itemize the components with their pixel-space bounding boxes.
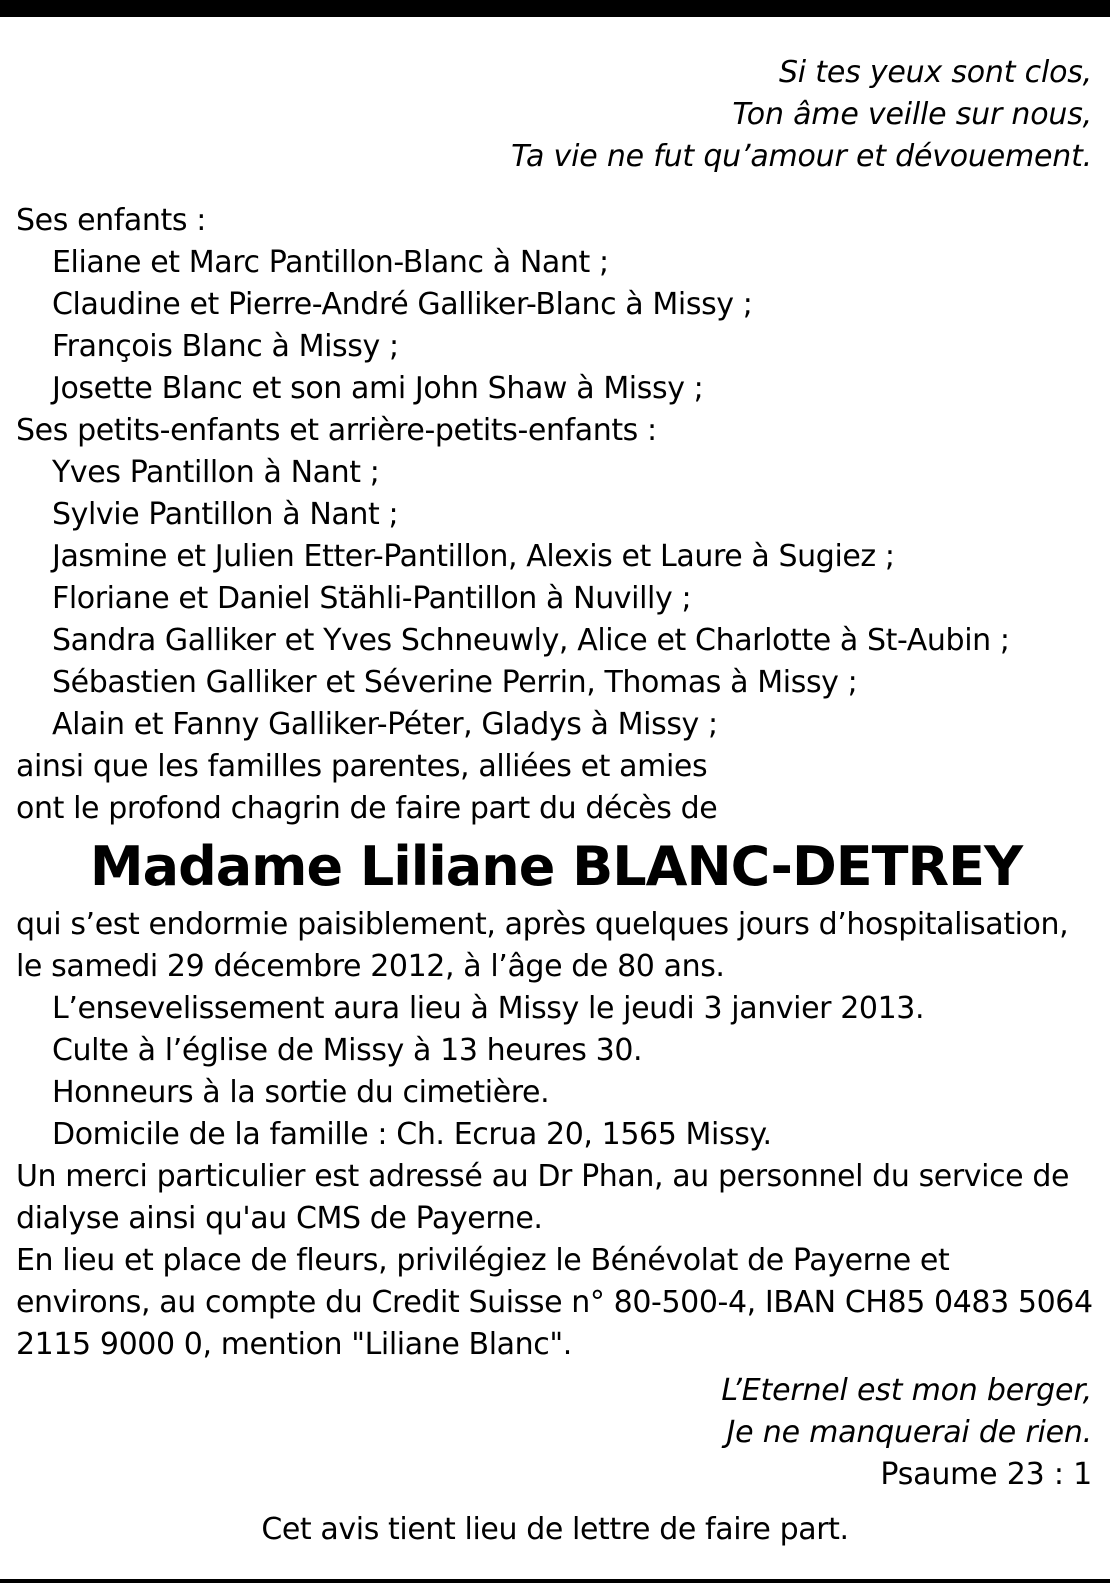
death-info-line: qui s’est endormie paisiblement, après quelques jours d’hospitalisation, [16, 907, 1069, 942]
poem-line: Si tes yeux sont clos, [778, 55, 1092, 90]
funeral-detail: Domicile de la famille : Ch. Ecrua 20, 1565 Missy. [52, 1117, 772, 1152]
funeral-detail: Culte à l’église de Missy à 13 heures 30. [52, 1033, 643, 1068]
grandchild-item: Yves Pantillon à Nant ; [52, 455, 380, 490]
grandchild-item: Sébastien Galliker et Séverine Perrin, Thomas à Missy ; [52, 665, 858, 700]
grandchild-item: Sandra Galliker et Yves Schneuwly, Alice et Charlotte à St-Aubin ; [52, 623, 1010, 658]
announcement-body [16, 200, 1096, 1366]
child-item: Josette Blanc et son ami John Shaw à Missy ; [52, 371, 704, 406]
funeral-detail: L’ensevelissement aura lieu à Missy le jeudi 3 janvier 2013. [52, 991, 925, 1026]
poem-line: Ton âme veille sur nous, [732, 97, 1092, 132]
thanks-line: Un merci particulier est adressé au Dr Phan, au personnel du service de [16, 1159, 1070, 1194]
flowers-line: environs, au compte du Credit Suisse n° 80-500-4, IBAN CH85 0483 5064 [16, 1285, 1093, 1320]
poem-line: Ta vie ne fut qu’amour et dévouement. [511, 139, 1092, 174]
grandchildren-heading: Ses petits-enfants et arrière-petits-enfants : [16, 413, 657, 448]
thanks-line: dialyse ainsi qu'au CMS de Payerne. [16, 1201, 543, 1236]
child-item: Eliane et Marc Pantillon-Blanc à Nant ; [52, 245, 609, 280]
child-item: François Blanc à Missy ; [52, 329, 399, 364]
flowers-line: En lieu et place de fleurs, privilégiez le Bénévolat de Payerne et [16, 1243, 950, 1278]
funeral-detail: Honneurs à la sortie du cimetière. [52, 1075, 550, 1110]
deceased-name: Madame Liliane BLANC-DETREY [89, 835, 1023, 898]
death-info-line: le samedi 29 décembre 2012, à l’âge de 80 ans. [16, 949, 725, 984]
bottom-border [0, 1579, 1110, 1583]
verse-line: Je ne manquerai de rien. [726, 1415, 1092, 1450]
top-border [0, 0, 1110, 17]
child-item: Claudine et Pierre-André Galliker-Blanc à Missy ; [52, 287, 753, 322]
verse-line: L’Eternel est mon berger, [721, 1373, 1092, 1408]
grandchild-item: Sylvie Pantillon à Nant ; [52, 497, 399, 532]
verse-reference: Psaume 23 : 1 [880, 1457, 1092, 1492]
grandchild-item: Alain et Fanny Galliker-Péter, Gladys à Missy ; [52, 707, 718, 742]
families-line: ont le profond chagrin de faire part du décès de [16, 791, 718, 826]
closing-note: Cet avis tient lieu de lettre de faire part. [261, 1512, 849, 1547]
psalm-verse [721, 1370, 1092, 1496]
grandchild-item: Jasmine et Julien Etter-Pantillon, Alexis et Laure à Sugiez ; [52, 539, 895, 574]
opening-poem [511, 52, 1092, 178]
families-line: ainsi que les familles parentes, alliées et amies [16, 749, 708, 784]
flowers-line: 2115 9000 0, mention "Liliane Blanc". [16, 1327, 572, 1362]
children-heading: Ses enfants : [16, 203, 206, 238]
grandchild-item: Floriane et Daniel Stähli-Pantillon à Nuvilly ; [52, 581, 692, 616]
